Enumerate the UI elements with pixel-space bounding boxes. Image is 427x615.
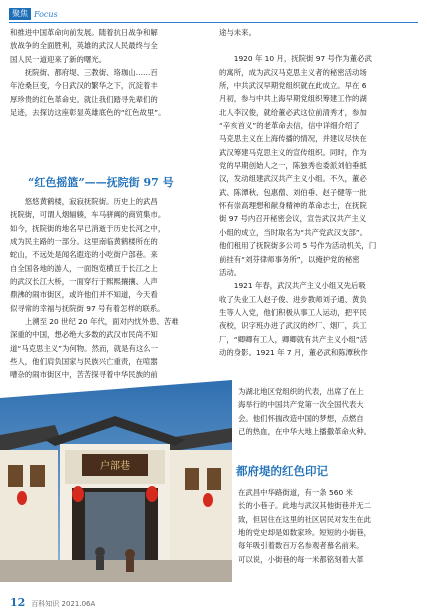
street-gate-photo — [0, 380, 232, 582]
right-para-4: 在武昌中华路街道，有一条 560 米 长的小巷子。此地与武汉其他街巷并无二 致，但居住在这里的社区居民对发生在此 地的党史却是如数家珍。短短的小街巷， 每年吸引着数百万名参观者慕名前来。 可以说，小街巷的每一米都铭刻着大革 — [238, 488, 372, 564]
section-heading-dufudi: 都府堤的红色印记 — [236, 464, 328, 478]
gate-signboard-text: 户部巷 — [100, 461, 130, 472]
left-para-2: 抚院街、都府堤、三教街、珞珈山……百 年沧桑巨变，今日武汉的繁华之下，沉淀着丰 厚珍贵的红色革命史。就让我们踏寻先辈们的 足迹，去探访这座彰显英雄底色的“红色故里”。 — [10, 68, 166, 118]
right-column-continued — [238, 385, 418, 438]
magazine-info: 百科知识 2021.06A — [31, 600, 96, 608]
right-para-1: 途与未来。 — [219, 28, 256, 37]
left-column-bottom — [10, 195, 210, 382]
right-column-top — [219, 26, 417, 359]
section-tag-en: Focus — [34, 9, 58, 19]
header-rule — [9, 22, 418, 23]
section-heading-fuyuanjie: “红色摇篮”——抚院街 97 号 — [28, 176, 174, 189]
footer — [10, 596, 95, 609]
right-para-3b: 为湖北地区党组织的代表，出席了在上 海举行的中国共产党第一次全国代表大 会。他们怀揣改造中国的梦想，点燃自 己的热血，在中华大地上播撒革命火种。 — [238, 387, 372, 437]
left-para-3: 悠悠黄鹤楼，寂寂抚院街。历史上的武昌 抚院街，可谓人烟辐辏，车马骈阗的商贸集市。 如今，抚院街的地名早已消逝于历史长河之中， 成为民主路的一部分。这里南临黄鹤楼所在的 蛇山，不远处是闻名遐迩的小吃街户部巷。来 自全国各地的游人，一面饱览横亘于长江之上 的武汉长江大桥，一面穿行于熙熙攘攘、人声 鼎沸的闹市街区，或许他们并不知道，今天看 似寻常的幸福与抚院街 97 号有着怎样的联系。 上溯至 20 世纪 20 年代，面对内忧外患、苦难 深重的中国，想必绝大多数的武汉市民尚不知 道“马克思主义”为何物。然而，就是有这么一 些人，他们肩负国家与民族兴亡重责，在喧嚣 嘈杂的闹市街区中，苦苦探寻着中华民族的前 — [10, 197, 179, 380]
right-para-2: 1920 年 10 月，抚院街 97 号作为董必武 的寓所，成为武汉马克思主义者的秘密活动场 所，中共武汉早期党组织就在此成立。早在 6 月初，参与中共上海早期党组织筹建工作的湖 北人李汉俊，就给董必武这位前清秀才，参加 “辛亥首义”的老革命去信，信中详细介绍了 马克思主义在上海传播的情况，并建议尽快在 武汉筹建马克思主义的宣传组织。同时，作为 党的早期创始人之一，陈独秀也委派刘伯垂抵 汉，发动组建武汉共产主义小组。不久，董必 武、陈潭秋、包惠僧、刘伯垂、赵子健等一批 怀有崇高理想和献身精神的革命志士，在抚院 街 97 号内召开秘密会议，宣告武汉共产主义 小组的成立，当时取名为“共产党武汉支部”。 他们租用了抚院街多公司 5 号作为活动机关，门 前挂有“刘芬律师事务所”，以掩护党的秘密 活动。 — [219, 54, 377, 277]
section-tag: 聚焦 — [9, 8, 31, 20]
left-para-1: 和推进中国革命向前发展。随着抗日战争和解 放战争的全面胜利，英雄的武汉人民最终与全 国人民一道迎来了新的曙光。 — [10, 28, 158, 64]
page-number: 12 — [10, 596, 26, 609]
right-column-bottom — [238, 486, 418, 566]
header — [9, 8, 58, 20]
right-para-3: 1921 年春，武汉共产主义小组又先后吸 收了失业工人赵子俊、进步教师刘子通、黄负 生等人入党，他们积极从事工人运动，把平民 夜校，识字班办进了武汉的纱厂、烟厂，兵工 厂，“卿卿有工人，卿卿就有共产主义小组”活 动的身影。1921 年 7 月，董必武和陈潭秋作 — [219, 281, 368, 357]
left-column-top — [10, 26, 210, 119]
